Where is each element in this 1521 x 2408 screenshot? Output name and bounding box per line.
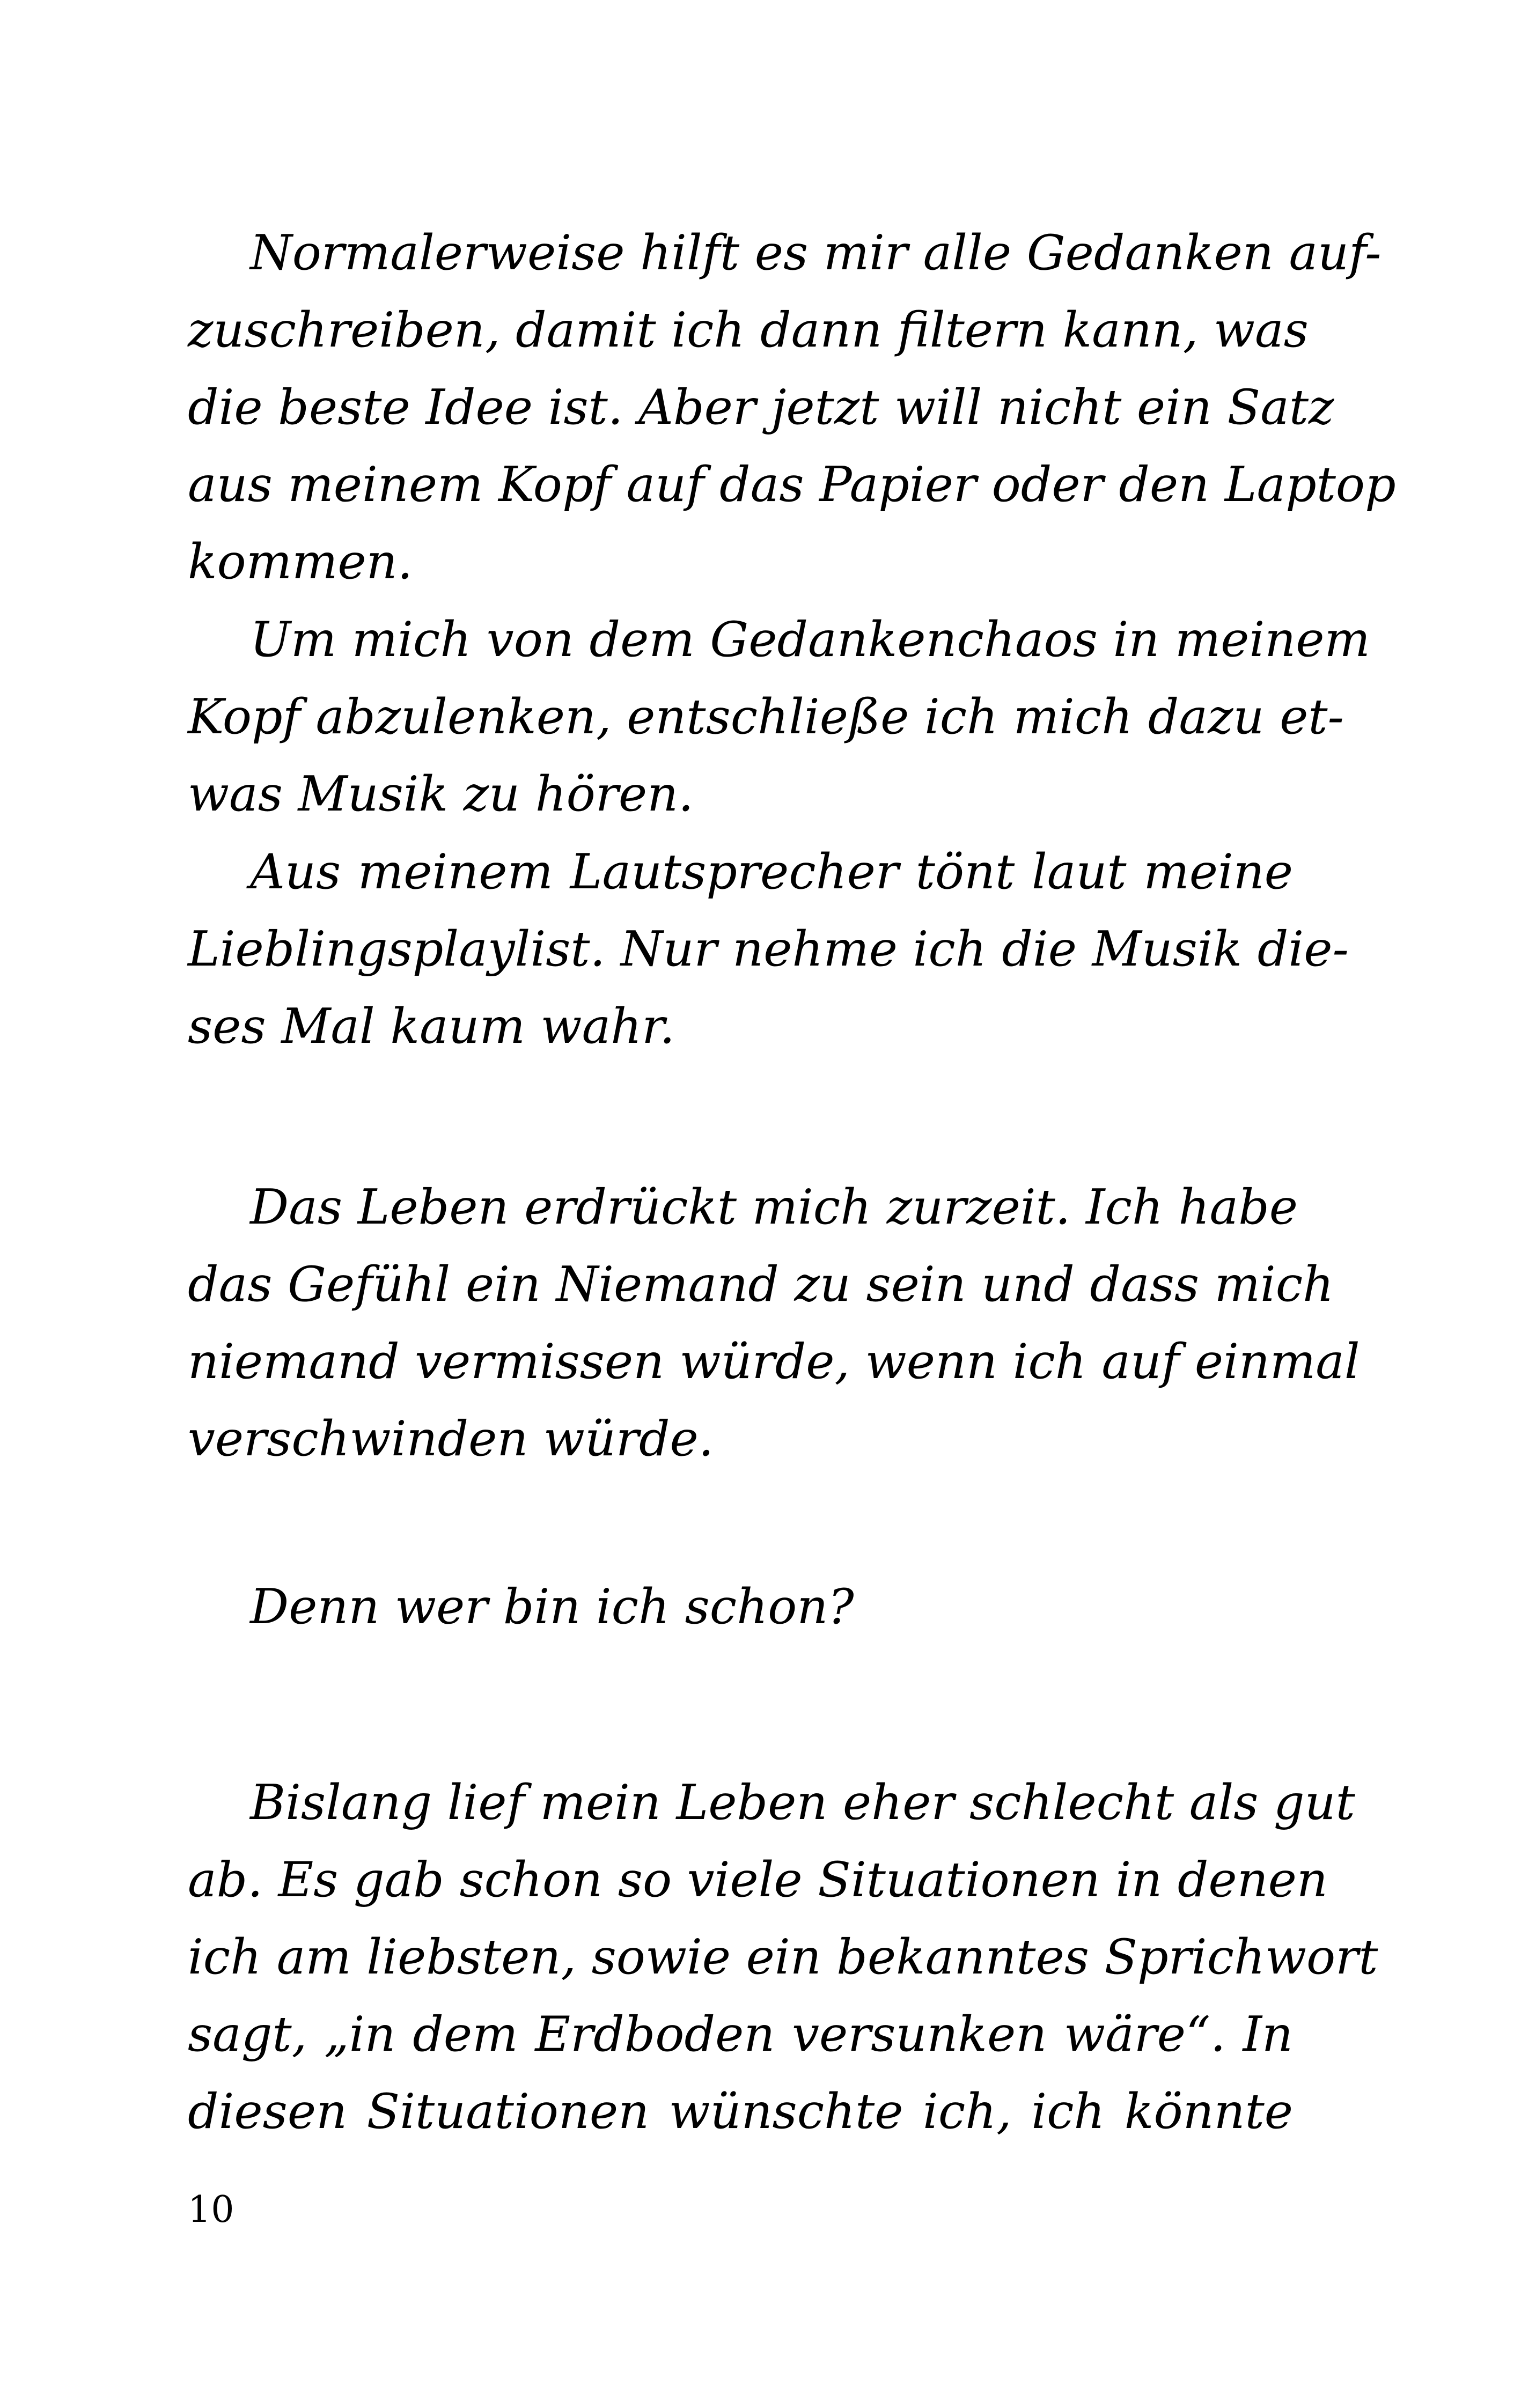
paragraph-line: das Gefühl ein Niemand zu sein und dass mich [188, 1256, 1334, 1313]
paragraph-line: Lieblingsplaylist. Nur nehme ich die Musik die- [188, 921, 1349, 977]
paragraph-4 [188, 1169, 1360, 1478]
paragraph-line: Kopf abzulenken, entschließe ich mich dazu et- [188, 689, 1344, 745]
paragraph-line: ich am liebsten, sowie ein bekanntes Sprichwort [188, 1929, 1378, 1985]
paragraph-line: verschwinden würde. [188, 1411, 714, 1467]
paragraph-line: Das Leben erdrückt mich zurzeit. Ich habe [250, 1179, 1298, 1235]
paragraph-line: ses Mal kaum wahr. [188, 998, 675, 1055]
paragraph-line: was Musik zu hören. [188, 766, 694, 822]
paragraph-line: ab. Es gab schon so viele Situationen in denen [188, 1852, 1328, 1908]
paragraph-6 [188, 1764, 1378, 2151]
paragraph-line: Normalerweise hilft es mir alle Gedanken auf- [250, 225, 1382, 281]
paragraph-line: Um mich von dem Gedankenchaos in meinem [250, 612, 1370, 668]
paragraph-line: Bislang lief mein Leben eher schlecht als gut [250, 1774, 1355, 1831]
paragraph-line: sagt, „in dem Erdboden versunken wäre“. In [188, 2006, 1293, 2063]
paragraph-line: niemand vermissen würde, wenn ich auf einmal [188, 1334, 1360, 1390]
paragraph-line: aus meinem Kopf auf das Papier oder den Laptop [188, 456, 1396, 513]
page-number: 10 [188, 2189, 234, 2231]
paragraph-line: zuschreiben, damit ich dann filtern kann, was [188, 302, 1309, 358]
paragraph-line: die beste Idee ist. Aber jetzt will nicht ein Satz [188, 379, 1334, 436]
paragraph-line: Aus meinem Lautsprecher tönt laut meine [250, 844, 1293, 900]
paragraph-line: kommen. [188, 534, 413, 590]
paragraph-5 [188, 1568, 1293, 1646]
paragraph-3 [188, 834, 1349, 1065]
paragraph-line: Denn wer bin ich schon? [250, 1579, 854, 1635]
paragraph-2 [188, 601, 1370, 833]
paragraph-line: diesen Situationen wünschte ich, ich könnte [188, 2083, 1293, 2140]
paragraph-1 [188, 215, 1396, 601]
